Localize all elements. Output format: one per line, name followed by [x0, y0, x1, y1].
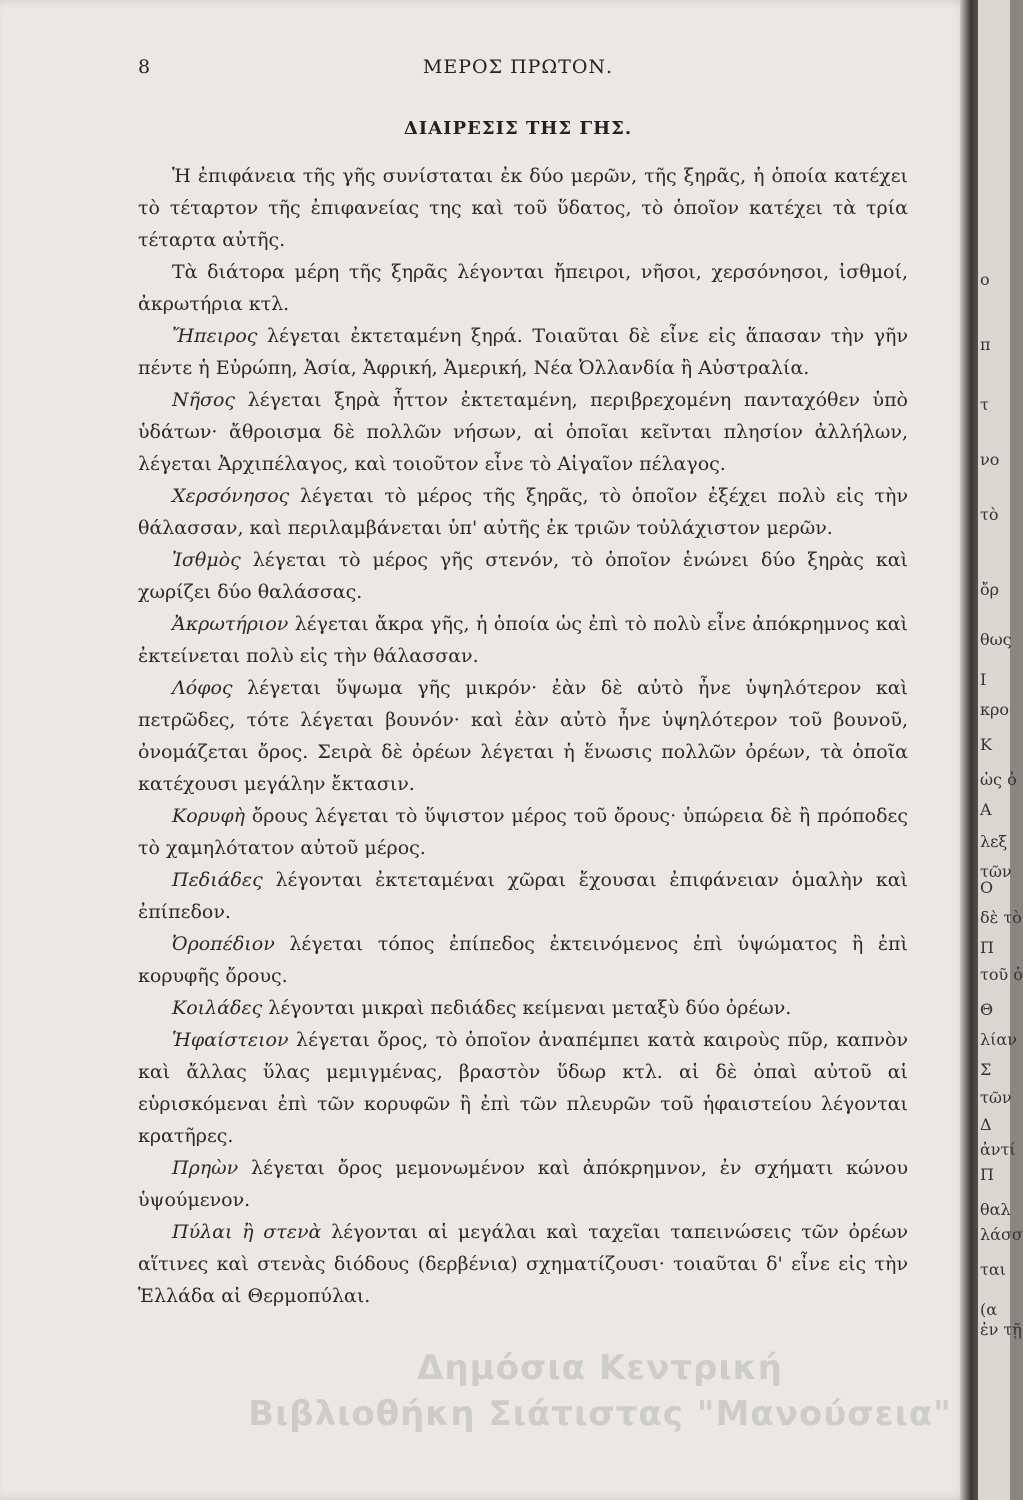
paragraph-text: λέγεται τὸ μέρος τῆς ξηρᾶς, τὸ ὁποῖον ἐξέχει πολὺ εἰς τὴν θάλασσαν, καὶ περιλαμβάνεται ὑπ' αὐτῆς ἐκ τριῶν τοὐλάχιστον μερῶν.: [138, 485, 908, 539]
facing-page-fragment: Ι: [980, 670, 987, 689]
paragraph: [138, 800, 908, 864]
defined-term: Ἰσθμὸς: [172, 549, 241, 571]
facing-page-edge: [978, 0, 1023, 1500]
paragraph-text: λέγονται αἱ μεγάλαι καὶ ταχεῖαι ταπεινώσεις τῶν ὀρέων αἵτινες καὶ στενὰς διόδους (δερβένια) σχηματίζουσι· τοιαῦται δ' εἶνε εἰς τὴν Ἑλλάδα αἱ Θερμοπύλαι.: [138, 1221, 908, 1307]
facing-page-fragment: ὡς ὁ: [980, 770, 1017, 789]
paragraph-text: λέγεται ὕψωμα γῆς μικρόν· ἐὰν δὲ αὐτὸ ἦνε ὑψηλότερον καὶ πετρῶδες, τότε λέγεται βουνόν· καὶ ἐὰν αὐτὸ ἦνε ὑψηλότερον τοῦ βουνοῦ, ὀνομάζεται ὄρος. Σειρὰ δὲ ὀρέων λέγεται ἡ ἕνωσις πολλῶν ὀρέων, τὰ ὁποῖα κατέχουσι μεγάλην ἔκτασιν.: [138, 677, 908, 795]
paragraph: [138, 672, 908, 800]
paragraph: [138, 608, 908, 672]
library-watermark: [230, 1345, 970, 1437]
paragraph-text: λέγονται ἐκτεταμέναι χῶραι ἔχουσαι ἐπιφάνειαν ὁμαλὴν καὶ ἐπίπεδον.: [138, 869, 908, 923]
paragraph: [138, 256, 908, 320]
paragraph: [138, 480, 908, 544]
paragraph-text: λέγεται τόπος ἐπίπεδος ἐκτεινόμενος ἐπὶ ὑψώματος ἢ ἐπὶ κορυφῆς ὄρους.: [138, 933, 908, 987]
defined-term: Χερσόνησος: [172, 485, 290, 507]
facing-page-fragment: ται: [980, 1260, 1006, 1279]
defined-term: Ἀκρωτήριον: [172, 613, 289, 635]
facing-page-fragment: τ: [980, 395, 989, 414]
facing-page-fragment: τῶν: [980, 1088, 1012, 1107]
paragraph: [138, 928, 908, 992]
body-text: [138, 160, 908, 1312]
paragraph: [138, 1216, 908, 1312]
facing-page-fragment: κρο: [980, 700, 1010, 719]
facing-page-fragment: τοῦ ὁ: [980, 965, 1023, 984]
paragraph-text: Τὰ διάτορα μέρη τῆς ξηρᾶς λέγονται ἤπειροι, νῆσοι, χερσόνησοι, ἰσθμοί, ἀκρωτήρια κτλ.: [138, 261, 908, 315]
facing-page-fragment: Α: [980, 800, 992, 819]
paragraph-text: λέγεται ὄρος, τὸ ὁποῖον ἀναπέμπει κατὰ καιροὺς πῦρ, καπνὸν καὶ ἄλλας ὕλας μεμιγμένας, βραστὸν ὕδωρ κτλ. αἱ δὲ ὀπαὶ αὐτοῦ αἱ εὑρισκόμεναι ἐπὶ τῶν κορυφῶν ἢ ἐπὶ τῶν πλευρῶν τοῦ ἡφαιστείου λέγονται κρατῆρες.: [138, 1029, 908, 1147]
defined-term: Πεδιάδες: [172, 869, 263, 891]
watermark-line-1: Δημόσια Κεντρική: [417, 1348, 783, 1388]
paragraph: [138, 992, 908, 1024]
facing-page-fragment: Σ: [980, 1060, 992, 1079]
facing-page-fragment: Δ: [980, 1115, 992, 1134]
paragraph: [138, 384, 908, 480]
paragraph-text: Ἡ ἐπιφάνεια τῆς γῆς συνίσταται ἐκ δύο μερῶν, τῆς ξηρᾶς, ἡ ὁποία κατέχει τὸ τέταρτον τῆς ἐπιφανείας της καὶ τοῦ ὕδατος, τὸ ὁποῖον κατέχει τὰ τρία τέταρτα αὐτῆς.: [138, 165, 908, 251]
paragraph-text: λέγεται ἐκτεταμένη ξηρά. Τοιαῦται δὲ εἶνε εἰς ἅπασαν τὴν γῆν πέντε ἡ Εὐρώπη, Ἀσία, Ἀφρική, Ἀμερική, Νέα Ὀλλανδία ἢ Αὐστραλία.: [138, 325, 908, 379]
facing-page-fragment: Π: [980, 938, 994, 957]
facing-page-fragment: νο: [980, 450, 1000, 469]
defined-term: Ἡφαίστειον: [172, 1029, 289, 1051]
facing-page-fragment: θαλ: [980, 1200, 1011, 1219]
facing-page-fragment: ο: [980, 270, 990, 289]
watermark-line-2: Βιβλιοθήκη Σιάτιστας "Μανούσεια": [248, 1394, 952, 1434]
paragraph-text: λέγεται τὸ μέρος γῆς στενόν, τὸ ὁποῖον ἑνώνει δύο ξηρὰς καὶ χωρίζει δύο θαλάσσας.: [138, 549, 908, 603]
facing-page-fragment: Θ: [980, 1000, 994, 1019]
facing-page-fragment: (α: [980, 1300, 998, 1319]
defined-term: Λόφος: [172, 677, 233, 699]
facing-page-fragment: ἐν τῇ: [980, 1320, 1022, 1339]
running-head: ΜΕΡΟΣ ΠΡΩΤΟΝ.: [422, 56, 614, 78]
defined-term: Κοιλάδες: [172, 997, 263, 1019]
paragraph: [138, 544, 908, 608]
paragraph: [138, 160, 908, 256]
facing-page-fragment: π: [980, 335, 991, 354]
facing-page-fragment: Κ: [980, 735, 992, 754]
defined-term: Ἤπειρος: [172, 325, 258, 347]
paragraph-text: λέγεται ξηρὰ ἧττον ἐκτεταμένη, περιβρεχομένη πανταχόθεν ὑπὸ ὑδάτων· ἄθροισμα δὲ πολλῶν νήσων, αἱ ὁποῖαι κεῖνται πλησίον ἀλλήλων, λέγεται Ἀρχιπέλαγος, καὶ τοιοῦτον εἶνε τὸ Αἰγαῖον πέλαγος.: [138, 389, 908, 475]
facing-page-fragment: ἀντί: [980, 1140, 1016, 1159]
facing-page-fragment: λάσσ: [980, 1225, 1023, 1244]
facing-page-fragment: ὄρ: [980, 580, 1000, 599]
facing-page-fragment: δὲ τὸ: [980, 908, 1022, 927]
paragraph-text: λέγεται ἄκρα γῆς, ἡ ὁποία ὡς ἐπὶ τὸ πολὺ εἶνε ἀπόκρημνος καὶ ἐκτείνεται πολὺ εἰς τὴν θάλασσαν.: [138, 613, 908, 667]
facing-page-fragment: λεξ: [980, 832, 1008, 851]
facing-page-fragment: θως: [980, 630, 1012, 649]
paragraph: [138, 1024, 908, 1152]
facing-page-fragment: Ο: [980, 878, 994, 897]
defined-term: Πρηὼν: [172, 1157, 239, 1179]
paragraph: [138, 864, 908, 928]
facing-page-fragment: Π: [980, 1165, 994, 1184]
paragraph: [138, 320, 908, 384]
page-header: [138, 50, 898, 90]
defined-term: Κορυφὴ: [172, 805, 246, 827]
paragraph-text: λέγονται μικραὶ πεδιάδες κείμεναι μεταξὺ δύο ὀρέων.: [262, 997, 792, 1019]
book-gutter: [960, 0, 978, 1500]
section-title: ΔΙΑΙΡΕΣΙΣ ΤΗΣ ΓΗΣ.: [403, 118, 633, 139]
facing-page-fragment: τὸ: [980, 505, 999, 524]
page-number: 8: [138, 56, 151, 78]
paragraph-text: λέγεται ὄρος μεμονωμένον καὶ ἀπόκρημνον, ἐν σχήματι κώνου ὑψούμενον.: [138, 1157, 908, 1211]
facing-page-fragment: λίαν: [980, 1030, 1017, 1049]
defined-term: Ὀροπέδιον: [172, 933, 275, 955]
defined-term: Πύλαι ἢ στενὰ: [172, 1221, 322, 1243]
facing-page-fragment: τῶν: [980, 862, 1012, 881]
paragraph: [138, 1152, 908, 1216]
paragraph-text: ὄρους λέγεται τὸ ὕψιστον μέρος τοῦ ὄρους· ὑπώρεια δὲ ἢ πρόποδες τὸ χαμηλότατον αὐτοῦ μέρος.: [138, 805, 908, 859]
defined-term: Νῆσος: [172, 389, 236, 411]
